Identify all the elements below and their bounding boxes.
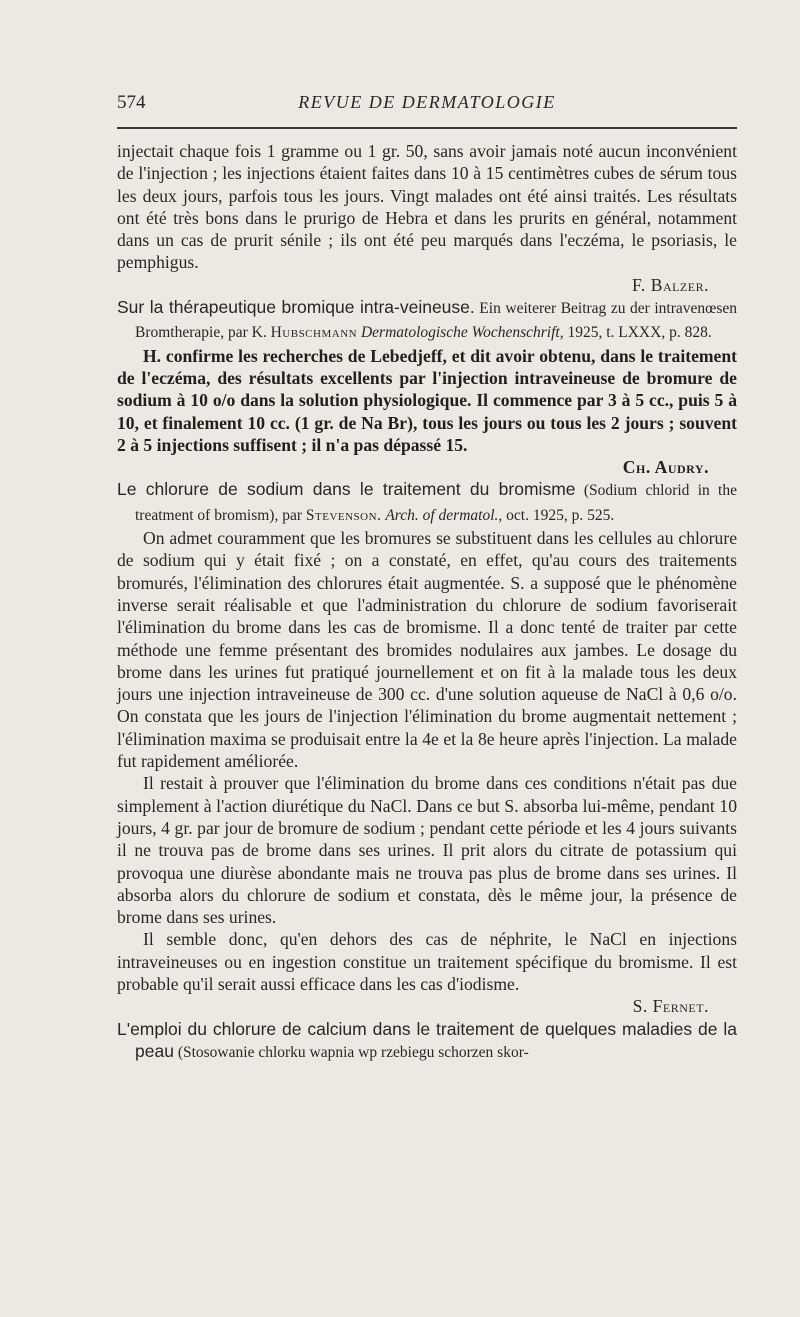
article-2-signature: S. Fernet.: [632, 996, 709, 1017]
article-2-title: Le chlorure de sodium dans le traitement du bromisme: [117, 479, 576, 500]
article-3-heading: [117, 1018, 737, 1065]
page-body: [117, 140, 737, 1064]
article-1-heading: [117, 296, 737, 345]
intro-signature: F. Balzer.: [632, 274, 709, 295]
page-header: [117, 92, 737, 118]
article-3-reference: (Stosowanie chlorku wapnia wp rzebiegu schorzen skor-: [173, 1043, 529, 1061]
header-rule: [117, 127, 737, 129]
article-2-paragraph-3: Il semble donc, qu'en dehors des cas de néphrite, le NaCl en injections intraveineuses ou en ingestion constitue un traitement spécifique du bromisme. Il est probable qu'il serait aussi efficace dans les cas d'iodisme.: [117, 929, 737, 994]
article-1-reference: Ein weiterer Beitrag zu der intravenœsen Bromtherapie, par K. Hubschmann Dermatologische Wochenschrift, 1925, t. LXXX, p. 828.: [135, 300, 738, 342]
running-title: REVUE DE DERMATOLOGIE: [298, 92, 556, 112]
article-2-paragraph-2: Il restait à prouver que l'élimination du brome dans ces conditions n'était pas due simplement à l'action diurétique du NaCl. Dans ce but S. absorba lui-même, pendant 10 jours, 4 gr. par jour de bromure de sodium ; pendant cette période et les 4 jours suivants il ne trouva pas de brome dans ses urines. Il prit alors du citrate de potassium qui provoqua une diurèse abondante mais ne trouva pas plus de brome dans ses urines. Il absorba alors du chlorure de sodium et constata, dès le même jour, la présence de brome dans ses urines.: [117, 773, 737, 928]
article-2-paragraph-1: On admet couramment que les bromures se substituent dans les cellules au chlorure de sodium qui y était fixé ; on a constaté, en effet, qu'au cours des traitements bromurés, l'élimination des chlorures était augmentée. S. a supposé que le phénomène inverse serait réalisable et que l'administration du chlorure de sodium favoriserait l'élimination du brome dans les cas de bromisme. Il a donc tenté de traiter par cette méthode une femme présentant des bromides nodulaires aux jambes. Le dosage du brome dans les urines fut pratiqué journellement et on fit à la malade tous les deux jours une injection intraveineuse de 300 cc. d'une solution aqueuse de NaCl à 0,6 o/o. On constata que les jours de l'injection l'élimination du brome augmentait nettement ; l'élimination maxima se produisait entre la 4e et la 8e heure après l'injection. La malade fut rapidement améliorée.: [117, 528, 737, 772]
article-2-reference: (Sodium chlorid in the treatment of bromism), par Stevenson. Arch. of dermatol., oct. 1925, p. 525.: [135, 482, 737, 524]
intro-paragraph: injectait chaque fois 1 gramme ou 1 gr. 50, sans avoir jamais noté aucun inconvénient de l'injection ; les injections étaient faites dans 10 à 15 centimètres cubes de sérum tous les deux jours, parfois tous les jours. Vingt malades ont été ainsi traités. Les résultats ont été très bons dans le prurigo de Hebra et dans les prurits en général, notamment dans un cas de prurit sénile ; ils ont été peu marqués dans l'eczéma, le psoriasis, le pemphigus.: [117, 141, 737, 273]
article-1-paragraph: H. confirme les recherches de Lebedjeff, et dit avoir obtenu, dans le traitement de l'eczéma, des résultats excellents par l'injection intraveineuse de bromure de sodium à 10 o/o dans la solution physiologique. Il commence par 3 à 5 cc., puis 5 à 10, et finalement 10 cc. (1 gr. de Na Br), tous les jours ou tous les 2 jours ; souvent 2 à 5 injections suffisent ; il n'a pas dépassé 15.: [117, 345, 737, 455]
page-number: 574: [117, 92, 146, 113]
article-1-title: Sur la thérapeutique bromique intra-veineuse.: [117, 297, 475, 318]
article-2-heading: [117, 478, 737, 527]
article-3-title: L'emploi du chlorure de calcium dans le traitement de quelques maladies de la peau: [117, 1018, 737, 1061]
article-1-signature: Ch. Audry.: [622, 457, 709, 478]
